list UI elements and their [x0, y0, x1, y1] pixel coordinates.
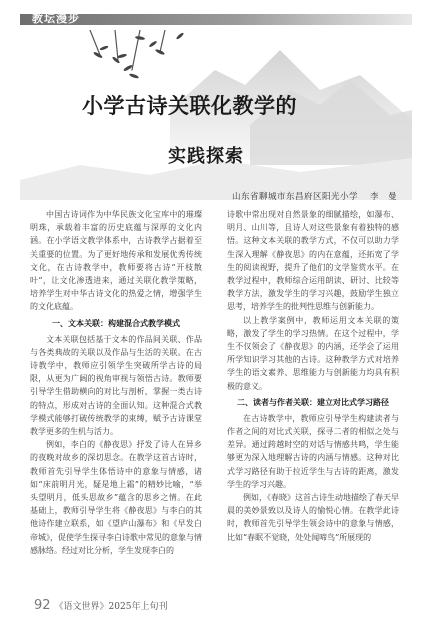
section-header: [20, 12, 412, 26]
author-byline: [232, 190, 397, 202]
left-column: [30, 208, 202, 557]
section-heading-1: 一、文本关联：构建混合式教学模式: [52, 318, 180, 328]
article-title-line1: 小学古诗关联化教学的: [82, 94, 297, 118]
section-heading-2: 二、读者与作者关联：建立对比式学习路径: [237, 397, 389, 407]
section-title: 教坛漫步: [32, 12, 80, 25]
intro-paragraph: 中国古诗词作为中华民族文化宝库中的璀璨明珠，承载着丰富的历史底蕴与深厚的文化内涵。在小学语文教学体系中，古诗教学占据着至关重要的位置。为了更好地传承和发展优秀传统文化，在古诗教学中，教师要将古诗“开枝散叶”，让文化渗透进来，通过关联化教学策略，培养学生对中华古诗文化的热爱之情，增强学生的文化底蕴。: [30, 210, 202, 312]
body-paragraph: 例如，《春晓》这首古诗生动地描绘了春天早晨的美妙景致以及诗人的愉悦心情。在教学此诗时，教师首先引导学生领会诗中的意象与情感，比如“春眠不觉晓，处处闻啼鸟”所展现的: [227, 493, 399, 542]
body-paragraph: 以上教学案例中，教师运用文本关联的策略，激发了学生的学习热情。在这个过程中，学生不仅领会了《静夜思》的内涵，还学会了运用所学知识学习其他的古诗。这种教学方式对培养学生的语文素养、思维能力与创新能力均具有积极的意义。: [227, 315, 399, 391]
body-paragraph: 在古诗教学中，教师应引导学生构建读者与作者之间的对比式关联，探寻二者的相似之处与差异。通过跨越时空的对话与情感共鸣，学生能够更为深入地理解古诗的内涵与情感。这种对比式学习路径有助于拉近学生与古诗的距离，激发学生的学习兴趣。: [227, 413, 399, 489]
right-column: [227, 208, 399, 544]
page-footer: [34, 598, 167, 613]
page-number: 92: [34, 598, 51, 613]
author-name: 李 曼: [369, 192, 397, 202]
hero-banner: [20, 30, 412, 200]
body-paragraph: 诗歌中常出现对自然景象的细腻描绘，如瀑布、明月、山川等，且诗人对这些景象有着独特的感悟。这种文本关联的教学方式，不仅可以助力学生深入理解《静夜思》的内在意蕴，还拓宽了学生的阅读视野，提升了他们的文学鉴赏水平。在教学过程中，教师综合运用朗读、研讨、比较等教学方法，激发学生的学习兴趣，鼓励学生独立思考，培养学生的批判性思维与创新能力。: [227, 210, 399, 312]
article-title-line2: 实践探索: [168, 146, 244, 167]
author-affiliation: 山东省聊城市东昌府区阳光小学: [231, 192, 358, 202]
body-paragraph: 文本关联包括基于文本的作品间关联、作品与各类典故的关联以及作品与生活的关联。在古诗教学中，教师应引领学生突破所学古诗的局限，从更为广阔的视角审视与领悟古诗。教师要引导学生借助横向的对比与剖析，掌握一类古诗的特点，形成对古诗的全面认知。这种混合式教学模式能够打破传统教学的束缚，赋予古诗课堂教学更多的生机与活力。: [30, 334, 202, 437]
body-paragraph: 例如，李白的《静夜思》抒发了诗人在异乡的夜晚对故乡的深切思念。在教学这首古诗时，教师首先引导学生体悟诗中的意象与情感，诸如“床前明月光，疑是地上霜”的精妙比喻，“举头望明月，低头思故乡”蕴含的思乡之情。在此基础上，教师引导学生将《静夜思》与李白的其他诗作建立联系，如《望庐山瀑布》和《早发白帝城》，促使学生探寻李白诗歌中常见的意象与情感脉络。经过对比分析，学生发现李白的: [30, 440, 202, 555]
journal-name: 《语文世界》2025年上旬刊: [54, 602, 168, 612]
